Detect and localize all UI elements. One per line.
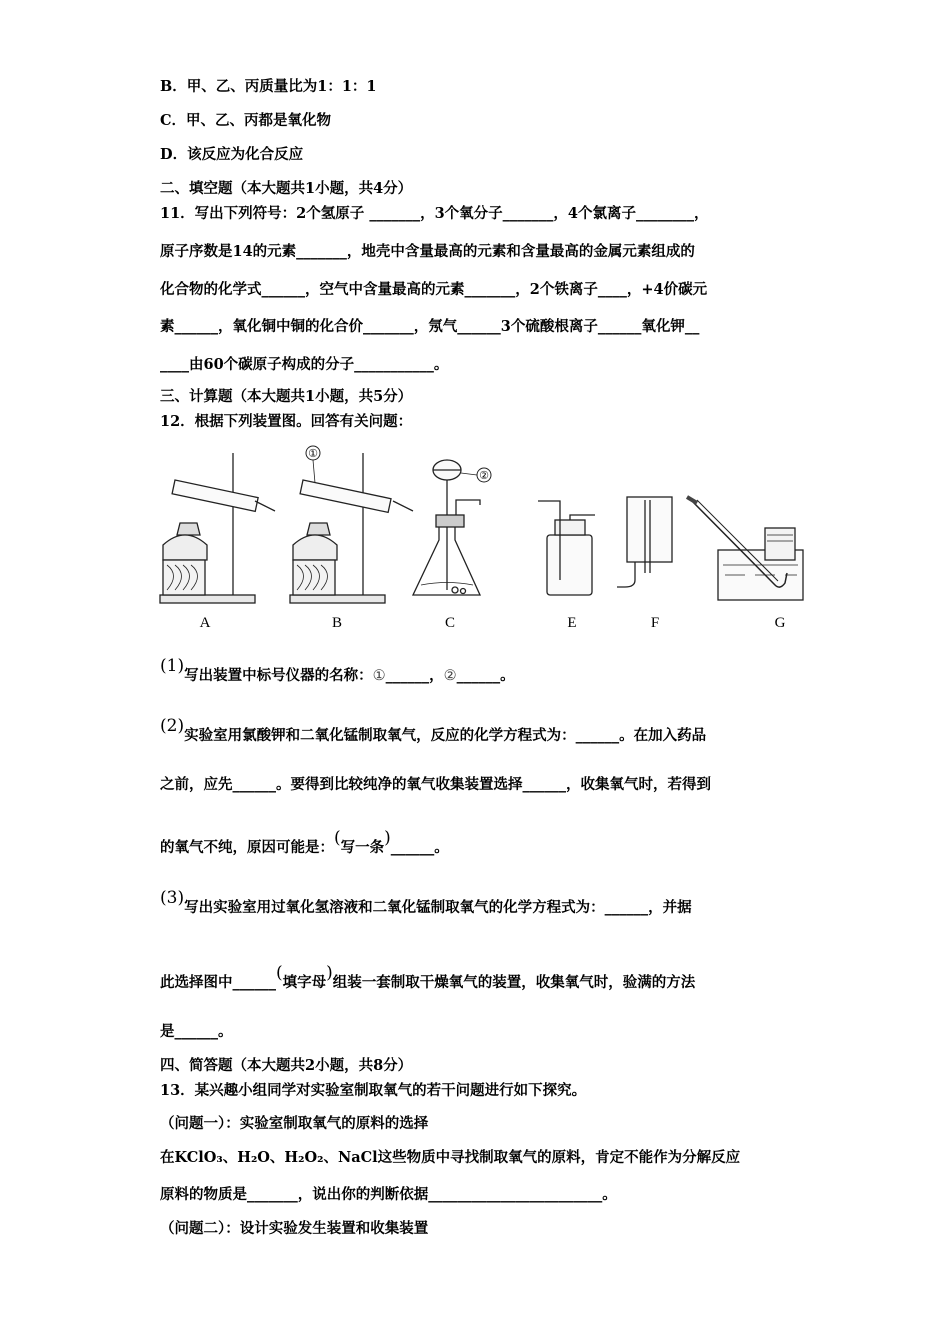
q12-part3-line3: 是______。 — [160, 1023, 233, 1040]
marker-1: ① — [308, 448, 318, 460]
option-d: D．该反应为化合反应 — [160, 146, 304, 163]
q12-part3-line2: 此选择图中______(填字母)组装一套制取干燥氧气的装置，收集氧气时，验满的方法 — [160, 963, 696, 991]
q12-part2-line1: (2)实验室用氯酸钾和二氧化锰制取氧气，反应的化学方程式为：______。在加入药品 — [160, 716, 707, 744]
label-a: A — [199, 615, 211, 631]
section4-heading: 四、简答题（本大题共2小题，共8分） — [160, 1057, 413, 1074]
apparatus-a-drawing — [160, 453, 275, 631]
apparatus-b-drawing — [290, 446, 413, 631]
q12-stem: 12．根据下列装置图。回答有关问题： — [160, 413, 413, 430]
apparatus-g-drawing — [687, 497, 803, 631]
q13-stem: 13．某兴趣小组同学对实验室制取氧气的若干问题进行如下探究。 — [160, 1082, 587, 1099]
part1-number: (1) — [160, 656, 185, 676]
q12-part2-line2: 之前，应先______。要得到比较纯净的氧气收集装置选择______，收集氧气时，若得到 — [160, 776, 711, 793]
label-f: F — [650, 615, 660, 631]
option-b: B．甲、乙、丙质量比为1：1：1 — [160, 78, 377, 95]
label-b: B — [331, 615, 343, 631]
q11-line-4: 素______，氧化铜中铜的化合价_______，氖气______3个硫酸根离子______氧化钾__ — [160, 318, 700, 335]
q12-part3-line1: (3)写出实验室用过氧化氢溶液和二氧化锰制取氧气的化学方程式为：______，并据 — [160, 888, 692, 916]
q11-line-2: 原子序数是14的元素_______，地壳中含量最高的元素和含量最高的金属元素组成的 — [160, 243, 695, 260]
q12-part2-line3: 的氧气不纯，原因可能是：(写一条)______。 — [160, 828, 449, 856]
apparatus-figure — [155, 445, 805, 640]
label-e: E — [567, 615, 577, 631]
apparatus-e-drawing — [538, 501, 595, 631]
section2-heading: 二、填空题（本大题共1小题，共4分） — [160, 180, 413, 197]
label-g: G — [774, 615, 786, 631]
q12-part1: (1)写出装置中标号仪器的名称：①______，②______。 — [160, 656, 515, 684]
problem2-title: （问题二）：设计实验发生装置和收集装置 — [160, 1220, 429, 1237]
problem1-title: （问题一）：实验室制取氧气的原料的选择 — [160, 1115, 429, 1132]
apparatus-c-drawing — [413, 460, 491, 631]
section3-heading: 三、计算题（本大题共1小题，共5分） — [160, 388, 413, 405]
q11-line-5: ____由60个碳原子构成的分子___________。 — [160, 356, 449, 373]
apparatus-f-drawing — [617, 497, 672, 631]
problem1-line2: 原料的物质是_______，说出你的判断依据________________________。 — [160, 1186, 617, 1203]
problem1-line1: 在KClO₃、H₂O、H₂O₂、NaCl这些物质中寻找制取氧气的原料，肯定不能作为分解反应 — [160, 1149, 741, 1166]
option-c: C．甲、乙、丙都是氧化物 — [160, 112, 332, 129]
label-c: C — [444, 615, 456, 631]
q11-line-1: 11．写出下列符号：2个氢原子 _______，3个氧分子_______，4个氯离子________， — [160, 205, 709, 222]
part2-number: (2) — [160, 716, 185, 736]
q11-line-3: 化合物的化学式______，空气中含量最高的元素_______，2个铁离子____，+4价碳元 — [160, 281, 708, 298]
part3-number: (3) — [160, 888, 185, 908]
marker-2: ② — [479, 470, 489, 482]
